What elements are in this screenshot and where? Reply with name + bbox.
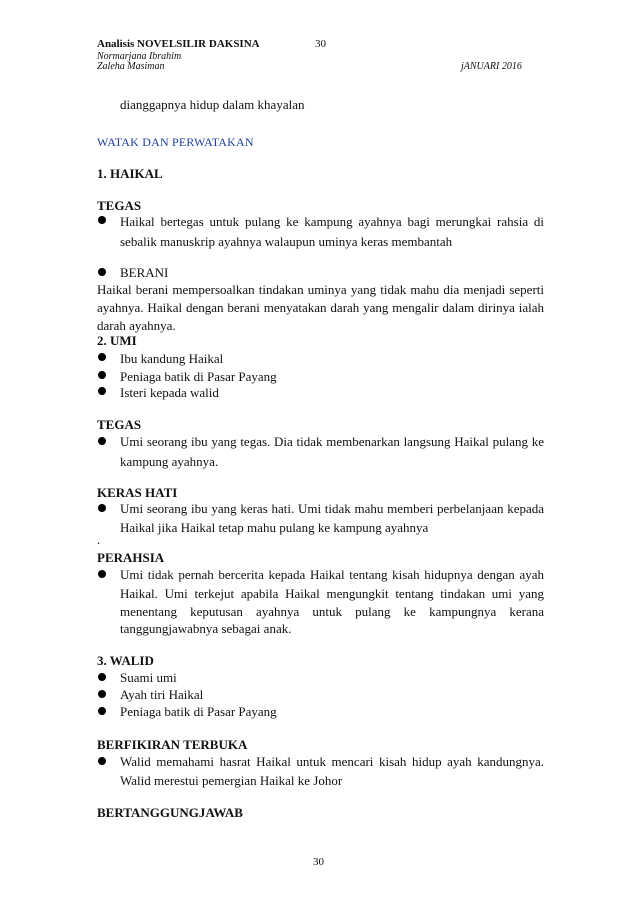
haikal-berani-line-3: darah ayahnya. [97,318,176,333]
walid-berfikiran-heading: BERFIKIRAN TERBUKA [97,737,248,752]
walid-item-1: Suami umi [120,670,177,685]
haikal-tegas-line-2: sebalik manuskrip ayahnya walaupun uminya keras membantah [120,234,453,249]
umi-item-3: Isteri kepada walid [120,385,219,400]
bullet-icon [98,673,106,681]
umi-keras-line-2: Haikal jika Haikal tetap mahu pulang ke kampung ayahnya [120,520,429,535]
haikal-tegas-heading: TEGAS [97,198,142,213]
haikal-berani-line-1: Haikal berani mempersoalkan tindakan uminya yang tidak mahu dia menjadi seperti [97,282,544,297]
bullet-icon [98,387,106,395]
umi-keras-line-1: Umi seorang ibu yang keras hati. Umi tidak mahu memberi perbelanjaan kepada [120,501,544,516]
stray-dot: . [97,532,101,547]
umi-tegas-line-2: kampung ayahnya. [120,454,219,469]
bullet-icon [98,757,106,765]
bullet-icon [98,690,106,698]
haikal-heading: 1. HAIKAL [97,166,163,181]
umi-perahsia-line-2: Haikal. Umi terkejut apabila Haikal mengungkit tentang tindakan umi yang [120,586,544,601]
walid-item-2: Ayah tiri Haikal [120,687,204,702]
bullet-icon [98,353,106,361]
header-author-2: Zaleha Masiman [97,61,165,72]
umi-keras-heading: KERAS HATI [97,485,178,500]
walid-berfikiran-line-2: Walid merestui pemergian Haikal ke Johor [120,773,343,788]
haikal-berani-label: BERANI [120,265,169,280]
haikal-berani-line-2: ayahnya. Haikal dengan berani menyatakan darah yang mengalir dalam dirinya ialah [97,300,544,315]
footer-page-number: 30 [313,856,324,868]
bullet-icon [98,570,106,578]
umi-item-2: Peniaga batik di Pasar Payang [120,369,277,384]
bullet-icon [98,504,106,512]
bullet-icon [98,216,106,224]
walid-item-3: Peniaga batik di Pasar Payang [120,704,277,719]
walid-bertanggung-heading: BERTANGGUNGJAWAB [97,805,243,820]
umi-tegas-heading: TEGAS [97,417,142,432]
bullet-icon [98,437,106,445]
umi-perahsia-heading: PERAHSIA [97,550,165,565]
bullet-icon [98,707,106,715]
umi-tegas-line-1: Umi seorang ibu yang tegas. Dia tidak membenarkan langsung Haikal pulang ke [120,434,544,449]
intro-line: dianggapnya hidup dalam khayalan [120,97,305,112]
header-author-1: Normarjana Ibrahim [97,51,182,62]
walid-berfikiran-line-1: Walid memahami hasrat Haikal untuk mencari kisah hidup ayah kandungnya. [120,754,544,769]
walid-heading: 3. WALID [97,653,154,668]
header-date: jANUARI 2016 [461,61,522,72]
umi-perahsia-line-1: Umi tidak pernah bercerita kepada Haikal tentang kisah hidupnya dengan ayah [120,567,544,582]
haikal-tegas-line-1: Haikal bertegas untuk pulang ke kampung ayahnya bagi merungkai rahsia di [120,214,544,229]
umi-heading: 2. UMI [97,333,137,348]
bullet-icon [98,268,106,276]
bullet-icon [98,371,106,379]
header-title: Analisis NOVELSILIR DAKSINA [97,38,260,50]
section-title: WATAK DAN PERWATAKAN [97,135,254,149]
header-page-number: 30 [315,38,326,50]
umi-perahsia-line-3: menentang keputusan ayahnya untuk pulang ke kampungnya kerana [120,604,544,619]
umi-item-1: Ibu kandung Haikal [120,351,224,366]
umi-perahsia-line-4: tanggungjawabnya sebagai anak. [120,621,292,636]
